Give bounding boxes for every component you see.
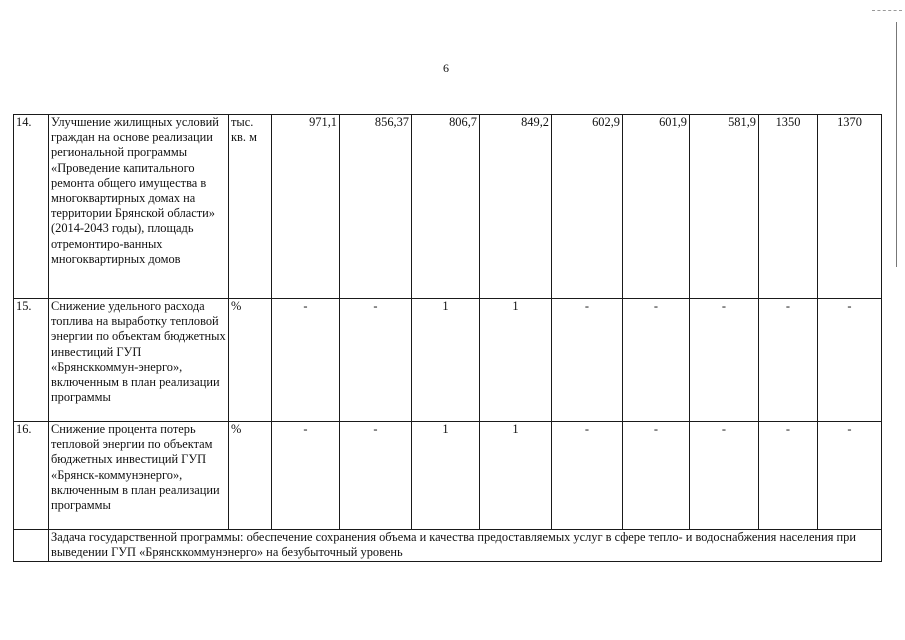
- value-cell: 601,9: [623, 115, 690, 299]
- value-cell: -: [759, 299, 818, 422]
- row-number: 16.: [14, 422, 49, 530]
- task-number-cell: [14, 530, 49, 562]
- value-cell: -: [623, 299, 690, 422]
- indicators-table: [13, 114, 882, 562]
- value-cell: -: [759, 422, 818, 530]
- indicator-name: Улучшение жилищных условий граждан на основе реализации региональной программы «Проведение капитального ремонта общего имущества в многоквартирных домах на территории Брянской области» (2014-2043 годы), площадь отремонтиро-ванных многоквартирных домов: [49, 115, 229, 299]
- table-row: [14, 299, 882, 422]
- value-cell: -: [552, 299, 623, 422]
- scan-edge-line: [896, 22, 897, 267]
- value-cell: 1370: [818, 115, 882, 299]
- row-number: 14.: [14, 115, 49, 299]
- row-number: 15.: [14, 299, 49, 422]
- value-cell: 602,9: [552, 115, 623, 299]
- value-cell: -: [340, 299, 412, 422]
- value-cell: 971,1: [272, 115, 340, 299]
- task-row: [14, 530, 882, 562]
- value-cell: -: [340, 422, 412, 530]
- value-cell: 1: [412, 299, 480, 422]
- value-cell: 849,2: [480, 115, 552, 299]
- unit-cell: тыс. кв. м: [229, 115, 272, 299]
- value-cell: -: [690, 422, 759, 530]
- value-cell: 581,9: [690, 115, 759, 299]
- program-task-text: Задача государственной программы: обеспечение сохранения объема и качества предоставляемых услуг в сфере тепло- и водоснабжения населения при выведении ГУП «Брянсккоммунэнерго» на безубыточный уровень: [49, 530, 882, 562]
- table-row: [14, 115, 882, 299]
- scan-corner-mark: [872, 10, 902, 11]
- value-cell: -: [272, 422, 340, 530]
- value-cell: -: [623, 422, 690, 530]
- value-cell: 806,7: [412, 115, 480, 299]
- table-row: [14, 422, 882, 530]
- page-number: 6: [443, 61, 449, 75]
- value-cell: 856,37: [340, 115, 412, 299]
- value-cell: -: [818, 299, 882, 422]
- value-cell: 1: [480, 422, 552, 530]
- value-cell: -: [272, 299, 340, 422]
- value-cell: -: [552, 422, 623, 530]
- value-cell: 1350: [759, 115, 818, 299]
- unit-cell: %: [229, 299, 272, 422]
- indicator-name: Снижение процента потерь тепловой энергии по объектам бюджетных инвестиций ГУП «Брянск-коммунэнерго», включенным в план реализации программы: [49, 422, 229, 530]
- value-cell: 1: [480, 299, 552, 422]
- value-cell: 1: [412, 422, 480, 530]
- unit-cell: %: [229, 422, 272, 530]
- value-cell: -: [690, 299, 759, 422]
- value-cell: -: [818, 422, 882, 530]
- indicator-name: Снижение удельного расхода топлива на выработку тепловой энергии по объектам бюджетных инвестиций ГУП «Брянсккоммун-энерго», включенным в план реализации программы: [49, 299, 229, 422]
